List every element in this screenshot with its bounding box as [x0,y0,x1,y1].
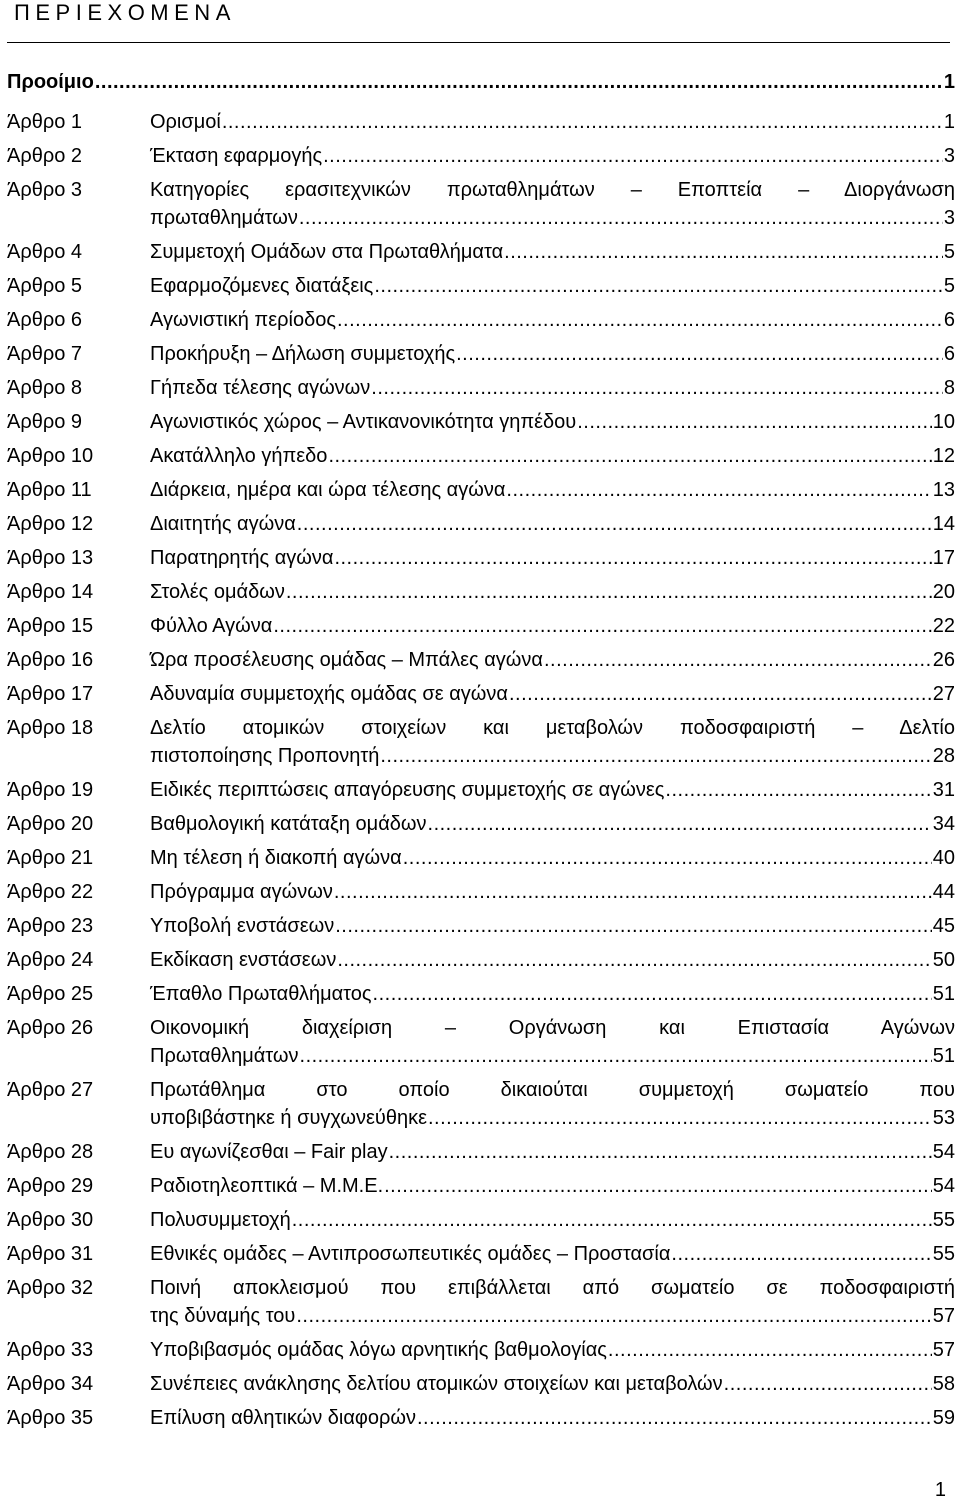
article-number: Άρθρο 26 [7,1017,94,1039]
dot-leader [456,340,943,368]
article-title [150,946,955,974]
page-ref: 40 [932,847,955,869]
page-ref: 27 [932,683,955,705]
article-title-line: Ποινή αποκλεισμού που επιβάλλεται από σωματείο σε ποδοσφαιριστή [150,1277,955,1299]
page-ref: 58 [932,1373,955,1395]
dot-leader [337,946,931,974]
page-ref: 31 [932,779,955,801]
page-number: 1 [934,1479,946,1501]
article-number: Άρθρο 11 [7,479,92,501]
toc-entry[interactable] [7,578,955,606]
page-ref: 51 [932,983,955,1005]
toc-entry[interactable] [7,442,955,470]
dot-leader [328,442,931,470]
page-ref: 3 [943,145,955,167]
article-title [150,714,955,770]
article-title-line: Έκταση εφαρμογής [150,145,323,167]
toc-entry[interactable] [7,272,955,300]
article-number: Άρθρο 30 [7,1209,94,1231]
article-number: Άρθρο 31 [7,1243,94,1265]
page-ref: 57 [932,1305,955,1327]
toc-entry[interactable] [7,946,955,974]
article-number: Άρθρο 7 [7,343,83,365]
toc-entry-prooimio[interactable] [7,68,955,96]
article-number: Άρθρο 6 [7,309,83,331]
dot-leader [297,510,932,538]
dot-leader [577,408,932,436]
dot-leader [337,306,943,334]
dot-leader [428,1104,932,1132]
toc-entry[interactable] [7,142,955,170]
article-title [150,1404,955,1432]
page-ref: 50 [932,949,955,971]
dot-leader [222,108,943,136]
article-title-line: Συμμετοχή Ομάδων στα Πρωταθλήματα [150,241,504,263]
article-title-line: πιστοποίησης Προπονητή [150,745,380,767]
page-ref: 8 [943,377,955,399]
page-ref: 55 [932,1243,955,1265]
page-ref: 51 [932,1045,955,1067]
article-title [150,980,955,1008]
toc-entry[interactable] [7,544,955,572]
toc-entry[interactable] [7,108,955,136]
toc-entry[interactable] [7,306,955,334]
toc-list [7,108,955,1438]
dot-leader [371,374,943,402]
article-number: Άρθρο 12 [7,513,94,535]
article-number: Άρθρο 21 [7,847,94,869]
page-ref: 6 [943,309,955,331]
article-title [150,510,955,538]
page-ref: 54 [932,1175,955,1197]
toc-entry[interactable] [7,810,955,838]
article-number: Άρθρο 28 [7,1141,94,1163]
article-title-line: της δύναμής του [150,1305,296,1327]
article-number: Άρθρο 34 [7,1373,94,1395]
dot-leader [335,912,932,940]
dot-leader [671,1240,931,1268]
page-ref: 34 [932,813,955,835]
article-title [150,306,955,334]
article-number: Άρθρο 19 [7,779,94,801]
article-number: Άρθρο 1 [7,111,83,133]
article-title-line: υποβιβάστηκε ή συγχωνεύθηκε [150,1107,427,1129]
article-title [150,1336,955,1364]
article-title [150,1076,955,1132]
article-number: Άρθρο 25 [7,983,94,1005]
article-title-line: Στολές ομάδων [150,581,285,603]
toc-entry[interactable] [7,680,955,708]
article-title-line: Πολυσυμμετοχή [150,1209,291,1231]
title-divider [7,42,950,43]
article-number: Άρθρο 27 [7,1079,94,1101]
article-title [150,1274,955,1330]
toc-entry[interactable] [7,844,955,872]
toc-entry[interactable] [7,776,955,804]
dot-leader [323,142,943,170]
article-title [150,238,955,266]
article-number: Άρθρο 3 [7,179,83,201]
toc-entry[interactable] [7,1274,955,1330]
article-title-line: Ορισμοί [150,111,221,133]
article-number: Άρθρο 32 [7,1277,94,1299]
toc-entry[interactable] [7,1138,955,1166]
article-title [150,374,955,402]
toc-entry[interactable] [7,612,955,640]
dot-leader [384,1172,932,1200]
dot-leader [273,612,931,640]
article-title [150,878,955,906]
toc-entry[interactable] [7,476,955,504]
page-ref: 28 [932,745,955,767]
article-title-line: Υποβιβασμός ομάδας λόγω αρνητικής βαθμολογίας [150,1339,607,1361]
article-number: Άρθρο 24 [7,949,94,971]
article-title [150,408,955,436]
article-title-line: Διαιτητής αγώνα [150,513,296,535]
article-title [150,476,955,504]
dot-leader [380,742,931,770]
page-ref: 22 [932,615,955,637]
dot-leader [509,680,932,708]
article-title [150,340,955,368]
page-ref: 20 [932,581,955,603]
toc-entry[interactable] [7,238,955,266]
page-ref: 10 [932,411,955,433]
page-ref: 55 [932,1209,955,1231]
dot-leader [724,1370,932,1398]
toc-entry[interactable] [7,878,955,906]
page-ref: 17 [932,547,955,569]
page-ref: 12 [932,445,955,467]
article-title [150,1138,955,1166]
toc-entry[interactable] [7,1014,955,1070]
toc-entry[interactable] [7,912,955,940]
toc-entry[interactable] [7,980,955,1008]
article-title-line: Επίλυση αθλητικών διαφορών [150,1407,416,1429]
toc-entry[interactable] [7,340,955,368]
article-number: Άρθρο 20 [7,813,94,835]
page-ref: 14 [932,513,955,535]
article-title [150,1370,955,1398]
article-title [150,442,955,470]
dot-leader [300,1042,932,1070]
article-number: Άρθρο 17 [7,683,94,705]
article-title-line: Ώρα προσέλευσης ομάδας – Μπάλες αγώνα [150,649,543,671]
page-ref: 44 [932,881,955,903]
article-title-line: Εκδίκαση ενστάσεων [150,949,337,971]
article-number: Άρθρο 13 [7,547,94,569]
dot-leader [506,476,931,504]
dot-leader [403,844,932,872]
article-number: Άρθρο 33 [7,1339,94,1361]
toc-entry[interactable] [7,1370,955,1398]
page-ref: 6 [943,343,955,365]
toc-entry[interactable] [7,1404,955,1432]
article-title-line: Υποβολή ενστάσεων [150,915,335,937]
dot-leader [95,68,943,96]
toc-entry[interactable] [7,646,955,674]
toc-entry[interactable] [7,1240,955,1268]
article-title-line: πρωταθλημάτων [150,207,298,229]
dot-leader [608,1336,932,1364]
article-title-line: Ειδικές περιπτώσεις απαγόρευσης συμμετοχής σε αγώνες [150,779,665,801]
article-title [150,176,955,232]
toc-entry[interactable] [7,1172,955,1200]
article-title [150,680,955,708]
toc-entry[interactable] [7,1336,955,1364]
toc-entry[interactable] [7,1206,955,1234]
page-title: ΠΕΡΙΕΧΟΜΕΝΑ [14,0,236,25]
article-number: Άρθρο 15 [7,615,94,637]
article-title [150,544,955,572]
article-title-line: Παρατηρητής αγώνα [150,547,334,569]
page-ref: 57 [932,1339,955,1361]
article-title-line: Πρωταθλημάτων [150,1045,299,1067]
article-title-line: Ραδιοτηλεοπτικά – Μ.Μ.Ε. [150,1175,384,1197]
article-title [150,612,955,640]
article-title-line: Αγωνιστική περίοδος [150,309,336,331]
dot-leader [665,776,931,804]
page-ref: 3 [943,207,955,229]
article-title-line: Γήπεδα τέλεσης αγώνων [150,377,371,399]
article-number: Άρθρο 14 [7,581,94,603]
article-title-line: Εθνικές ομάδες – Αντιπροσωπευτικές ομάδες – Προστασία [150,1243,671,1265]
dot-leader [286,578,932,606]
article-title-line: Συνέπειες ανάκλησης δελτίου ατομικών στοιχείων και μεταβολών [150,1373,723,1395]
article-number: Άρθρο 2 [7,145,83,167]
dot-leader [389,1138,932,1166]
dot-leader [544,646,932,674]
toc-entry[interactable] [7,510,955,538]
dot-leader [374,272,943,300]
article-title-line: Ευ αγωνίζεσθαι – Fair play [150,1141,388,1163]
article-title-line: Βαθμολογική κατάταξη ομάδων [150,813,427,835]
article-title-line: Προκήρυξη – Δήλωση συμμετοχής [150,343,456,365]
article-title-line: Ακατάλληλο γήπεδο [150,445,328,467]
dot-leader [428,810,932,838]
article-title [150,844,955,872]
article-number: Άρθρο 4 [7,241,83,263]
article-title-line: Φύλλο Αγώνα [150,615,273,637]
toc-entry[interactable] [7,408,955,436]
article-title-line: Πρόγραμμα αγώνων [150,881,333,903]
article-title [150,912,955,940]
page-ref: 59 [932,1407,955,1429]
article-number: Άρθρο 10 [7,445,94,467]
dot-leader [296,1302,931,1330]
page-ref: 26 [932,649,955,671]
article-title-line: Δελτίο ατομικών στοιχείων και μεταβολών ποδοσφαιριστή – Δελτίο [150,717,955,739]
article-title-line: Διάρκεια, ημέρα και ώρα τέλεσης αγώνα [150,479,506,501]
toc-entry[interactable] [7,176,955,232]
article-number: Άρθρο 8 [7,377,83,399]
page-ref: 45 [932,915,955,937]
article-title [150,1240,955,1268]
page-ref: 54 [932,1141,955,1163]
article-title [150,1014,955,1070]
article-number: Άρθρο 16 [7,649,94,671]
article-title-line: Οικονομική διαχείριση – Οργάνωση και Επιστασία Αγώνων [150,1017,955,1039]
article-number: Άρθρο 9 [7,411,83,433]
dot-leader [334,544,931,572]
article-number: Άρθρο 5 [7,275,83,297]
article-number: Άρθρο 23 [7,915,94,937]
article-title [150,578,955,606]
toc-entry[interactable] [7,714,955,770]
article-title-line: Κατηγορίες ερασιτεχνικών πρωταθλημάτων – Εποπτεία – Διοργάνωση [150,179,955,201]
article-number: Άρθρο 18 [7,717,94,739]
toc-entry[interactable] [7,374,955,402]
dot-leader [292,1206,932,1234]
article-title [150,108,955,136]
dot-leader [334,878,932,906]
article-title [150,142,955,170]
article-title-line: Αδυναμία συμμετοχής ομάδας σε αγώνα [150,683,508,705]
article-title [150,646,955,674]
dot-leader [417,1404,932,1432]
article-title [150,1172,955,1200]
article-title-line: Πρωτάθλημα στο οποίο δικαιούται συμμετοχή σωματείο που [150,1079,955,1101]
dot-leader [373,980,932,1008]
prooimio-label: Προοίμιο [7,71,94,93]
article-title-line: Μη τέλεση ή διακοπή αγώνα [150,847,402,869]
page-ref: 53 [932,1107,955,1129]
page-ref: 13 [932,479,955,501]
dot-leader [299,204,943,232]
article-title [150,1206,955,1234]
prooimio-page: 1 [943,71,955,93]
article-number: Άρθρο 22 [7,881,94,903]
article-number: Άρθρο 35 [7,1407,94,1429]
article-title-line: Εφαρμοζόμενες διατάξεις [150,275,374,297]
article-title [150,272,955,300]
page-ref: 5 [943,241,955,263]
article-title-line: Αγωνιστικός χώρος – Αντικανονικότητα γηπέδου [150,411,577,433]
article-title [150,810,955,838]
page-ref: 5 [943,275,955,297]
article-title [150,776,955,804]
article-title-line: Έπαθλο Πρωταθλήματος [150,983,372,1005]
page-ref: 1 [943,111,955,133]
article-number: Άρθρο 29 [7,1175,94,1197]
dot-leader [504,238,943,266]
toc-entry[interactable] [7,1076,955,1132]
